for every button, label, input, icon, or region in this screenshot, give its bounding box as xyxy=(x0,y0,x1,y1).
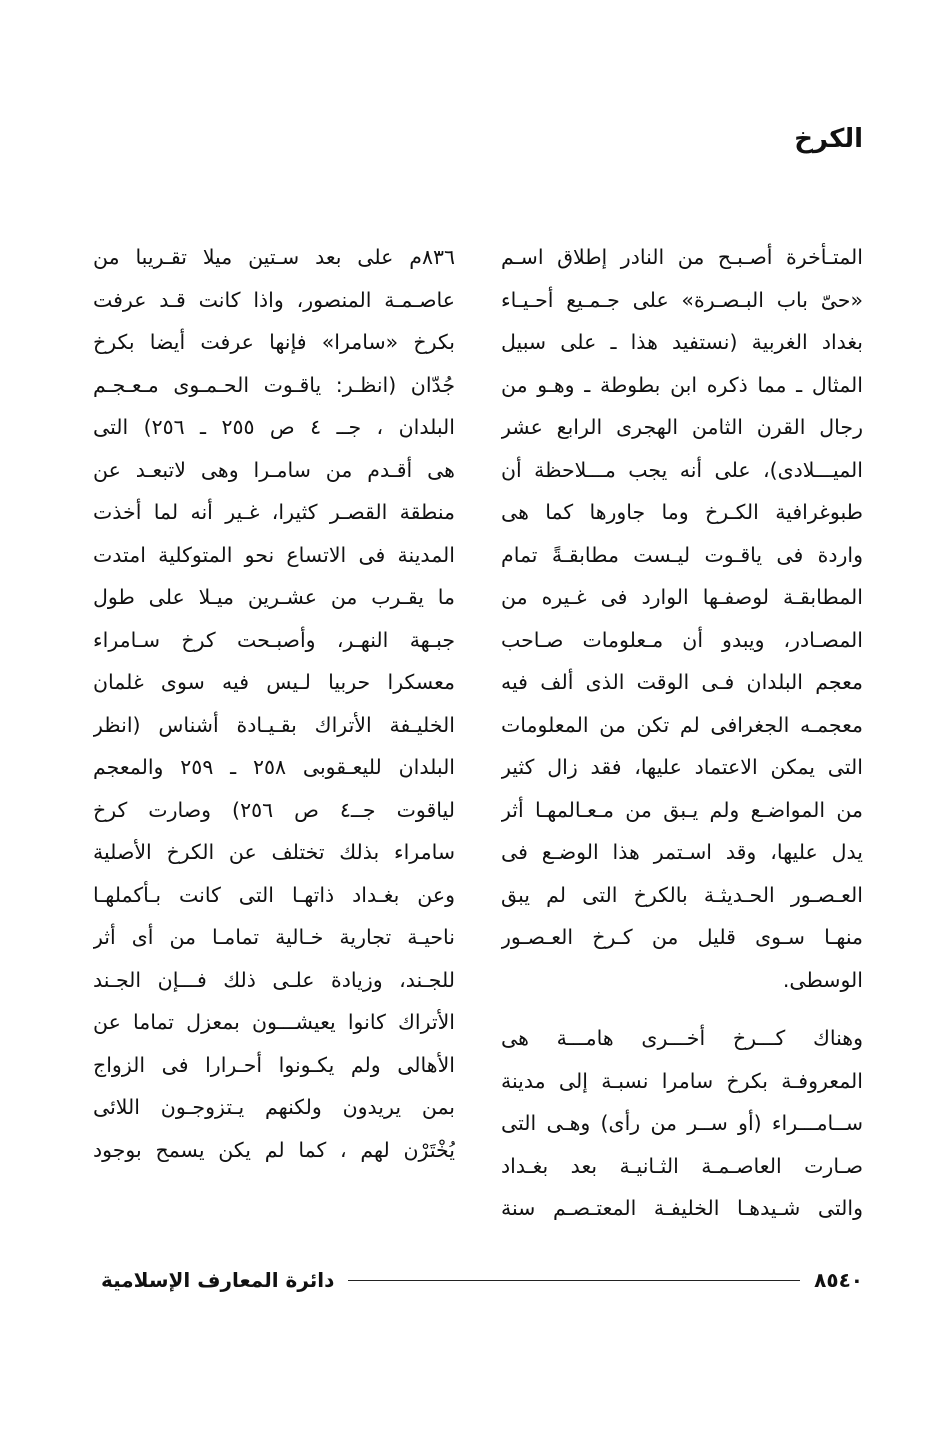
text-line: المتـأخرة أصـبـح من النادر إطلاق اسـم xyxy=(501,245,863,269)
text-line: سامراء بذلك تختلف عن الكرخ الأصلية xyxy=(93,840,455,864)
text-line: واردة فى ياقـوت ليـست مطابقـةً تمام xyxy=(501,542,863,567)
text-line: «حىّ باب البـصـرة» على جـمـيع أحـيـاء xyxy=(501,287,863,312)
text-line: منهـا سـوى قليل من كـرخ العـصـور xyxy=(501,925,863,949)
text-line: ناحيـة تجارية خـالية تمامـا من أى أثر xyxy=(93,925,455,949)
text-line: ما يقـرب من عشـرين ميـلا على طول xyxy=(93,585,455,609)
text-line: طبوغرافية الكـرخ وما جاورها كما هى xyxy=(501,500,863,524)
text-line: المصـادر، ويبدو أن مـعلومات صـاحب xyxy=(501,627,863,652)
text-line: معجم البلدان فـى الوقت الذى ألف فيه xyxy=(501,670,863,694)
text-line: لياقوت جــ٤ ص ٢٥٦) وصارت كرخ xyxy=(93,797,455,822)
text-line: وهناك كـــرخ أخـــرى هامـــة هى xyxy=(501,1026,863,1050)
text-line: والتى شـيدهـا الخليفـة المعتـصـم سنة xyxy=(501,1196,863,1220)
text-line: الميـــلادى)، على أنه يجب مـــلاحظة أن xyxy=(501,457,863,482)
text-line: التى يمكن الاعتماد عليها، فقد زال كثير xyxy=(501,755,863,779)
text-line: وعن بغـداد ذاتهـا التى كانت بـأكملهـا xyxy=(93,882,455,907)
text-line: الأتراك كانوا يعيشـــون بمعزل تماما عن xyxy=(93,1010,455,1034)
text-line: بمن يريدون ولكنهم يـتزوجـون اللائى xyxy=(93,1095,455,1119)
text-line: البلدان ، جــ ٤ ص ٢٥٥ ـ ٢٥٦) التى xyxy=(93,415,455,439)
text-line: جبـهة النهـر، وأصبـحت كرخ سـامراء xyxy=(93,627,455,652)
page-footer xyxy=(101,1265,863,1295)
right-paragraph-1 xyxy=(501,236,863,1001)
text-line: معسكرا حربيا لـيس فيه سوى غلمان xyxy=(93,670,455,694)
text-line: الخليـفة الأتراك بقـيـادة أشناس (انظر xyxy=(93,712,455,737)
text-line: الوسطى. xyxy=(782,967,863,992)
text-line: ٨٣٦م على بعد سـتين ميلا تقـريبا من xyxy=(93,245,455,269)
text-line: البلدان لليعـقوبى ٢٥٨ ـ ٢٥٩ والمعجم xyxy=(93,755,455,779)
text-line: المدينة فى الاتساع نحو المتوكلية امتدت xyxy=(93,542,455,567)
paragraph-gap xyxy=(501,1001,863,1017)
publication-title: دائرة المعارف الإسلامية xyxy=(101,1268,335,1292)
text-line: صـارت العاصـمـة الثـانيـة بعد بغـداد xyxy=(501,1153,863,1178)
text-line: يدل عليها، وقد اسـتمر هذا الوضـع فى xyxy=(501,840,863,864)
right-text-column xyxy=(501,236,863,1230)
text-line: يُخْتَرْن لهم ، كما لم يكن يسمح بوجود xyxy=(93,1137,455,1162)
left-paragraph-1 xyxy=(93,236,455,1171)
text-line: للجـند، وزيادة علـى ذلك فـــإن الجـند xyxy=(93,967,455,992)
text-line: جُدّان (انظـر: ياقـوت الحـمـوى مـعـجـم xyxy=(93,372,455,397)
text-line: معجمـه الجغرافى لم تكن من المعلومات xyxy=(501,712,863,737)
text-line: العـصـور الحـديثـة بالكرخ التى لم يبق xyxy=(501,882,863,907)
right-paragraph-2 xyxy=(501,1017,863,1230)
text-line: منطقة القصـر كثيرا، غـير أنه لما أخذت xyxy=(93,500,455,524)
left-text-column xyxy=(93,236,455,1171)
text-line: بكرخ «سامرا» فإنها عرفت أيضا بكرخ xyxy=(93,330,455,354)
text-line: بغداد الغربية (نستفيد هذا ـ على سبيل xyxy=(501,330,863,354)
text-line: هى أقـدم من سامـرا وهى لاتبعـد عن xyxy=(93,457,455,482)
footer-rule xyxy=(348,1280,800,1281)
text-line: ســامـــراء (أو ســر من رأى) وهـى التى xyxy=(501,1111,863,1135)
text-line: من المواضـع ولم يـبق من مـعـالمهـا أثر xyxy=(501,797,863,822)
text-line: رجال القرن الثامن الهجرى الرابع عشر xyxy=(501,415,863,439)
text-line: المثال ـ مما ذكره ابن بطوطة ـ وهـو من xyxy=(501,372,863,397)
text-line: الأهالى ولم يكـونوا أحـرارا فى الزواج xyxy=(93,1052,455,1077)
page-number: ٨٥٤٠ xyxy=(814,1268,863,1292)
text-line: المعروفـة بكرخ سامرا نسبـة إلى مدينة xyxy=(501,1068,863,1093)
text-line: عاصـمـة المنصور، واذا كانت قـد عرفت xyxy=(93,287,455,312)
text-line: المطابقـة لوصفـها الوارد فى غـيره من xyxy=(501,585,863,609)
page-header-title: الكرخ xyxy=(794,124,863,154)
